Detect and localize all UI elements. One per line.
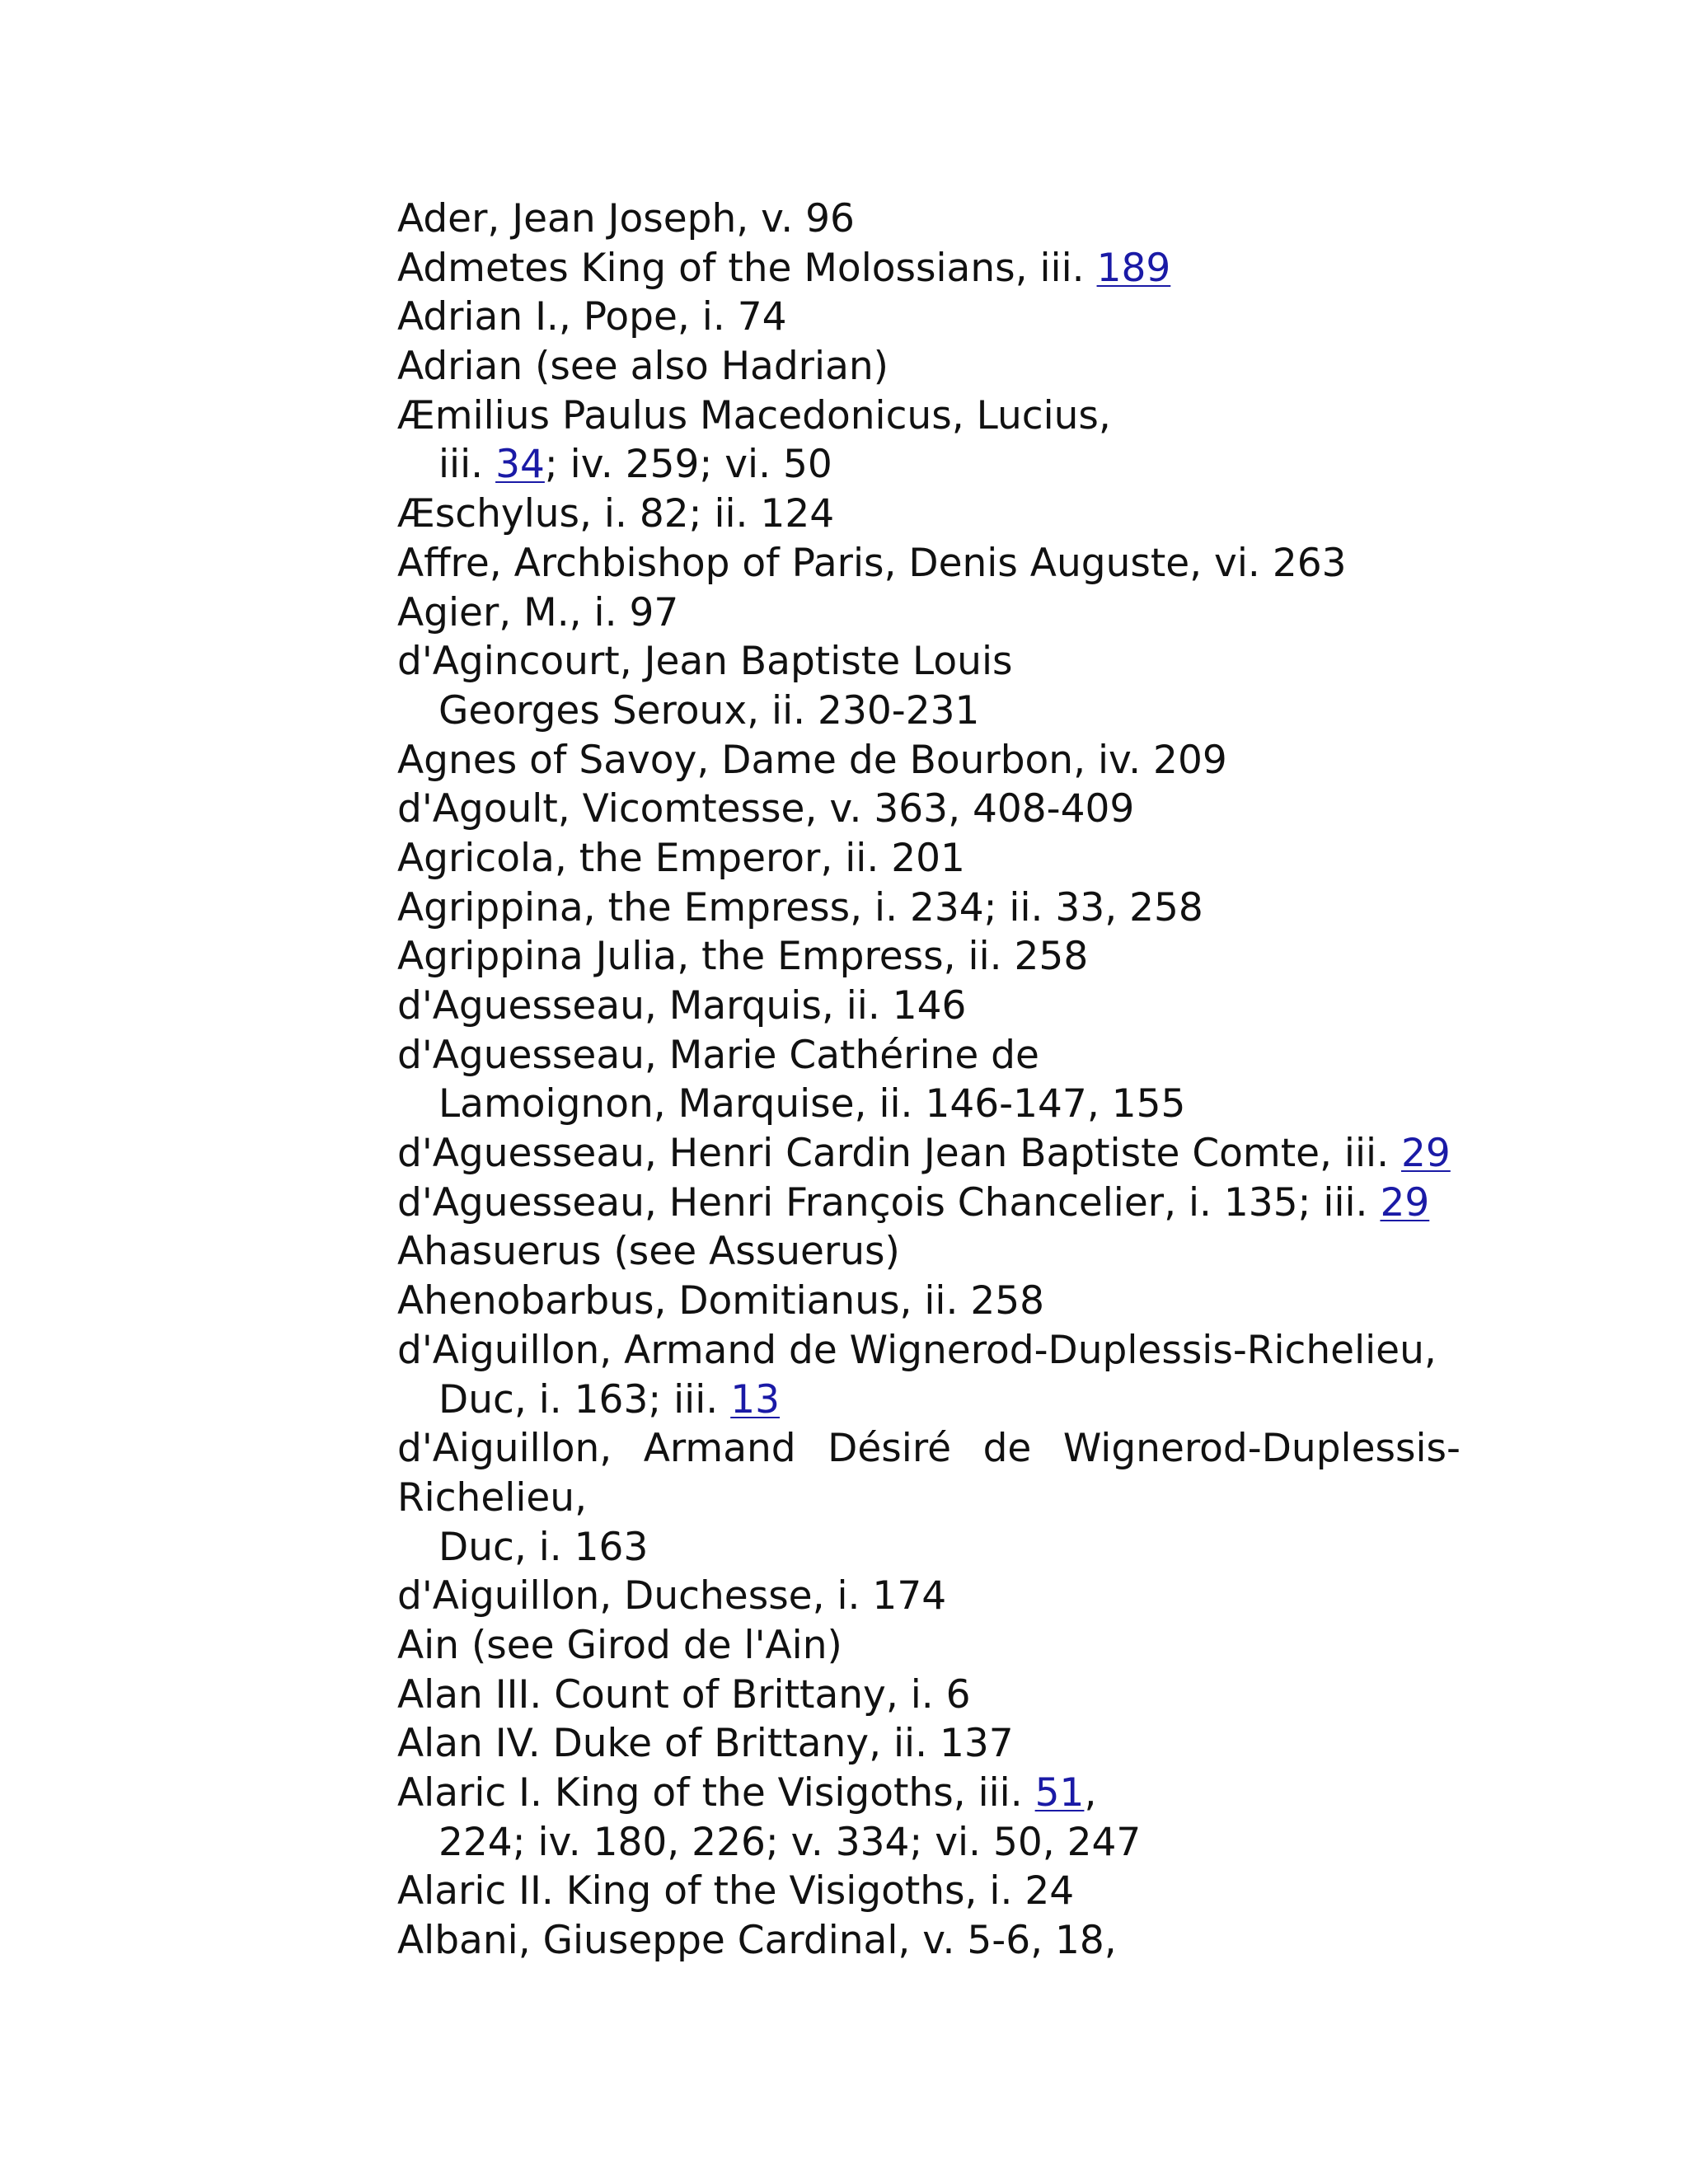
entry-text: iii. bbox=[438, 442, 496, 488]
index-entry-continuation bbox=[397, 1376, 1461, 1425]
index-entry bbox=[397, 1031, 1461, 1080]
entry-text: d'Aguesseau, Henri Cardin Jean Baptiste Comte, iii. bbox=[397, 1131, 1401, 1177]
index-entry bbox=[397, 194, 1461, 244]
index-entry bbox=[397, 588, 1461, 638]
justified-word: Armand bbox=[643, 1426, 796, 1472]
entry-text: Alaric I. King of the Visigoths, iii. bbox=[397, 1770, 1035, 1816]
index-entry bbox=[397, 342, 1461, 391]
index-entry bbox=[397, 932, 1461, 982]
entry-text: Æmilius Paulus Macedonicus, Lucius, bbox=[397, 392, 1111, 438]
entry-text: Alaric II. King of the Visigoths, i. 24 bbox=[397, 1868, 1075, 1915]
index-entry bbox=[397, 244, 1461, 293]
page-link-34[interactable]: 34 bbox=[495, 442, 545, 488]
entry-text: Adrian (see also Hadrian) bbox=[397, 344, 889, 390]
entry-text: 224; iv. 180, 226; v. 334; vi. 50, 247 bbox=[438, 1819, 1142, 1865]
index-entry bbox=[397, 1179, 1461, 1228]
index-entry-justified bbox=[397, 1424, 1461, 1474]
entry-text: Ain (see Girod de l'Ain) bbox=[397, 1622, 842, 1668]
page-link-29[interactable]: 29 bbox=[1380, 1179, 1430, 1226]
index-entry bbox=[397, 1621, 1461, 1671]
index-entry-continuation bbox=[397, 687, 1461, 736]
entry-text: Duc, i. 163; iii. bbox=[438, 1376, 731, 1422]
entry-text-after: ; iv. 259; vi. 50 bbox=[544, 442, 832, 488]
entry-text: d'Agoult, Vicomtesse, v. 363, 408-409 bbox=[397, 786, 1135, 832]
entry-text: Alan IV. Duke of Brittany, ii. 137 bbox=[397, 1721, 1014, 1767]
index-entry-continuation bbox=[397, 1818, 1461, 1868]
entry-text: Agricola, the Emperor, ii. 201 bbox=[397, 835, 965, 881]
entry-text: Æschylus, i. 82; ii. 124 bbox=[397, 491, 835, 537]
entry-text: Ahenobarbus, Domitianus, ii. 258 bbox=[397, 1278, 1045, 1324]
justified-word: de bbox=[982, 1426, 1032, 1472]
entry-text: d'Aiguillon, Armand de Wignerod-Duplessis-Richelieu, bbox=[397, 1327, 1437, 1373]
entry-text: Agrippina, the Empress, i. 234; ii. 33, 258 bbox=[397, 884, 1203, 930]
entry-text: d'Agincourt, Jean Baptiste Louis bbox=[397, 639, 1013, 685]
page-link-29[interactable]: 29 bbox=[1400, 1131, 1451, 1177]
index-entry-continuation bbox=[397, 1523, 1461, 1572]
entry-text: Duc, i. 163 bbox=[438, 1524, 649, 1570]
entry-text: Affre, Archbishop of Paris, Denis Auguste, vi. 263 bbox=[397, 540, 1347, 586]
entry-text: Admetes King of the Molossians, iii. bbox=[397, 245, 1097, 291]
entry-text: Richelieu, bbox=[397, 1474, 588, 1521]
index-entry bbox=[397, 293, 1461, 342]
entry-text: Lamoignon, Marquise, ii. 146-147, 155 bbox=[438, 1081, 1186, 1127]
entry-text: Agnes of Savoy, Dame de Bourbon, iv. 209 bbox=[397, 737, 1227, 783]
entry-text: Agier, M., i. 97 bbox=[397, 589, 679, 635]
index-entry bbox=[397, 1129, 1461, 1179]
entry-text: Ahasuerus (see Assuerus) bbox=[397, 1229, 900, 1275]
justified-word: Wignerod-Duplessis- bbox=[1062, 1426, 1461, 1472]
index-entry bbox=[397, 1719, 1461, 1769]
index-entry bbox=[397, 736, 1461, 785]
index-entry bbox=[397, 1227, 1461, 1277]
entry-text: Alan III. Count of Brittany, i. 6 bbox=[397, 1671, 971, 1718]
index-entry bbox=[397, 1769, 1461, 1818]
index-entry-continuation bbox=[397, 1080, 1461, 1129]
index-entry bbox=[397, 883, 1461, 933]
entry-text: Albani, Giuseppe Cardinal, v. 5-6, 18, bbox=[397, 1918, 1117, 1964]
index-entry bbox=[397, 490, 1461, 539]
index-entry bbox=[397, 982, 1461, 1031]
entry-text: d'Aiguillon, Duchesse, i. 174 bbox=[397, 1573, 947, 1619]
entry-text: d'Aguesseau, Marquis, ii. 146 bbox=[397, 983, 967, 1029]
entry-text: d'Aguesseau, Marie Cathérine de bbox=[397, 1032, 1039, 1078]
entry-text-after: , bbox=[1084, 1770, 1097, 1816]
index-entry bbox=[397, 1572, 1461, 1621]
page-link-13[interactable]: 13 bbox=[730, 1376, 780, 1422]
justified-word: Désiré bbox=[828, 1426, 952, 1472]
index-entry bbox=[397, 1326, 1461, 1376]
index-entry bbox=[397, 391, 1461, 441]
index-entry-continuation bbox=[397, 440, 1461, 490]
entry-text: Adrian I., Pope, i. 74 bbox=[397, 294, 787, 340]
index-entry bbox=[397, 539, 1461, 588]
index-entry bbox=[397, 637, 1461, 687]
index-page bbox=[397, 194, 1461, 1966]
entry-text: Agrippina Julia, the Empress, ii. 258 bbox=[397, 934, 1089, 980]
entry-text: Georges Seroux, ii. 230-231 bbox=[438, 687, 980, 733]
entry-text: Ader, Jean Joseph, v. 96 bbox=[397, 196, 855, 241]
index-entry bbox=[397, 834, 1461, 883]
index-entry bbox=[397, 1916, 1461, 1966]
entry-text: d'Aguesseau, Henri François Chancelier, i. 135; iii. bbox=[397, 1179, 1381, 1226]
index-entry bbox=[397, 1671, 1461, 1720]
justified-word: d'Aiguillon, bbox=[397, 1426, 612, 1472]
page-link-189[interactable]: 189 bbox=[1096, 245, 1171, 291]
page-link-51[interactable]: 51 bbox=[1034, 1770, 1085, 1816]
index-entry bbox=[397, 1867, 1461, 1916]
index-entry bbox=[397, 1474, 1461, 1523]
index-entry bbox=[397, 785, 1461, 834]
index-entry bbox=[397, 1277, 1461, 1326]
